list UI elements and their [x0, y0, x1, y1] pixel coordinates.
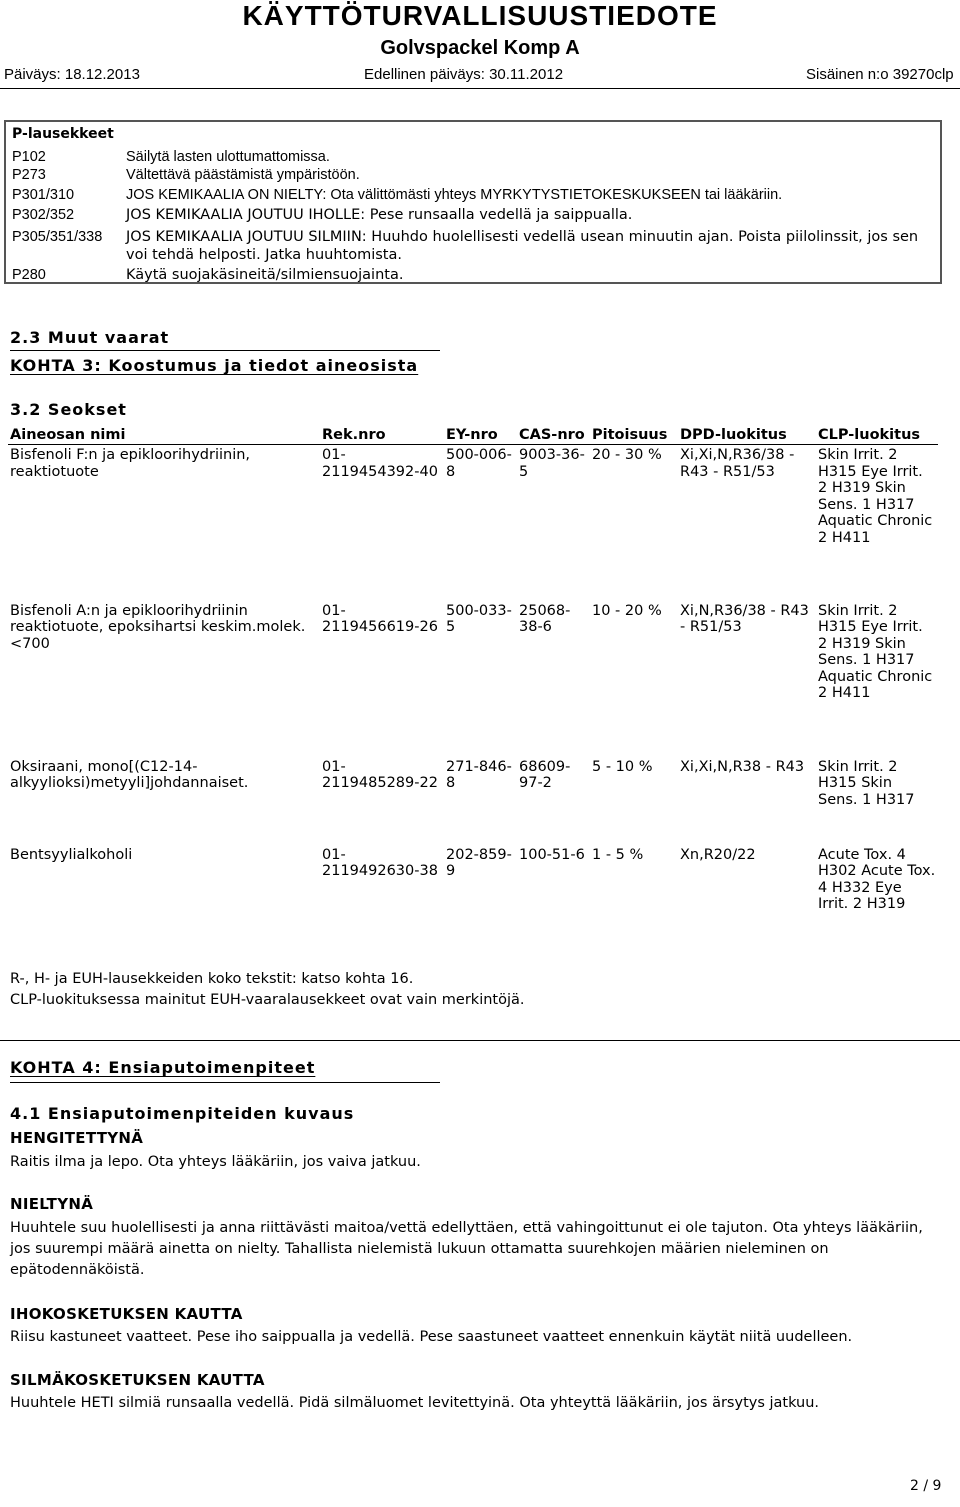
cell-conc: 1 - 5 % — [592, 846, 644, 863]
section-divider — [10, 1082, 440, 1083]
cell-name: Bentsyylialkoholi — [10, 846, 133, 863]
p-code: P302/352 — [12, 207, 75, 223]
cell-cas: 68609-97-2 — [519, 758, 571, 791]
cell-clp: Skin Irrit. 2 H315 Skin Sens. 1 H317 — [818, 758, 915, 808]
cell-rek: 01-2119456619-26 — [322, 602, 438, 635]
table-row — [8, 601, 938, 757]
header-divider — [0, 88, 960, 89]
header-dates — [0, 64, 960, 88]
section-3-title: KOHTA 3: Koostumus ja tiedot aineosista — [10, 356, 419, 375]
section-4-title: KOHTA 4: Ensiaputoimenpiteet — [10, 1058, 316, 1077]
cell-name: Bisfenoli F:n ja epikloorihydriinin, reaktiotuote — [10, 447, 251, 480]
cell-name: Oksiraani, mono[(C12-14-alkyylioksi)metyyli]johdannaiset. — [10, 758, 249, 791]
ingestion-heading: NIELTYNÄ — [10, 1195, 94, 1213]
cell-clp: Skin Irrit. 2 H315 Eye Irrit. 2 H319 Skin Sens. 1 H317 Aquatic Chronic 2 H411 — [818, 602, 933, 701]
p-code: P305/351/338 — [12, 229, 103, 245]
section-divider — [0, 1040, 960, 1041]
cell-conc: 20 - 30 % — [592, 447, 662, 463]
note-euh: CLP-luokituksessa mainitut EUH-vaaralausekkeet ovat vain merkintöjä. — [10, 992, 525, 1008]
column-header: EY-nro — [444, 426, 517, 445]
previous-date: Edellinen päiväys: 30.11.2012 — [364, 66, 564, 83]
skin-contact-text: Riisu kastuneet vaatteet. Pese iho saippualla ja vedellä. Pese saastuneet vaatteet ennenkuin käytät niitä uudelleen. — [10, 1329, 853, 1345]
cell-rek: 01-2119485289-22 — [322, 758, 438, 791]
p-statements-heading: P-lausekkeet — [12, 126, 114, 142]
cell-clp: Skin Irrit. 2 H315 Eye Irrit. 2 H319 Skin Sens. 1 H317 Aquatic Chronic 2 H411 — [818, 447, 933, 546]
p-code: P273 — [12, 167, 46, 183]
cell-clp: Acute Tox. 4 H302 Acute Tox. 4 H332 Eye Irrit. 2 H319 — [818, 846, 936, 912]
cell-conc: 10 - 20 % — [592, 602, 662, 619]
cell-dpd: Xn,R20/22 — [680, 846, 756, 863]
document-title: KÄYTTÖTURVALLISUUSTIEDOTE — [242, 0, 718, 31]
table-header-row — [8, 426, 938, 445]
skin-contact-heading: IHOKOSKETUKSEN KAUTTA — [10, 1305, 243, 1323]
column-header: Rek.nro — [320, 426, 444, 445]
column-header: CLP-luokitus — [816, 426, 938, 445]
p-text: Käytä suojakäsineitä/silmiensuojainta. — [126, 267, 404, 283]
column-header: Aineosan nimi — [8, 426, 320, 445]
cell-cas: 9003-36-5 — [519, 447, 585, 480]
cell-cas: 25068-38-6 — [519, 602, 571, 635]
inhalation-text: Raitis ilma ja lepo. Ota yhteys lääkäriin, jos vaiva jatkuu. — [10, 1154, 421, 1170]
cell-ey: 202-859-9 — [446, 846, 512, 879]
p-code: P301/310 — [12, 187, 75, 203]
table-row — [8, 845, 938, 965]
company-name: Golvspackel Komp A — [380, 37, 580, 59]
cell-ey: 500-006-8 — [446, 447, 512, 480]
column-header: DPD-luokitus — [678, 426, 816, 445]
p-text: Vältettävä päästämistä ympäristöön. — [126, 167, 360, 183]
cell-rek: 01-2119492630-38 — [322, 846, 438, 879]
p-text: JOS KEMIKAALIA JOUTUU SILMIIN: Huuhdo huolellisesti vedellä usean minuutin ajan. Poista piilolinssit, jos sen voi tehdä helposti. Jatka huuhtomista. — [126, 229, 919, 263]
mixtures-table — [8, 426, 938, 965]
cell-ey: 500-033-5 — [446, 602, 512, 635]
table-row — [8, 757, 938, 845]
p-code: P280 — [12, 267, 46, 283]
cell-cas: 100-51-6 — [519, 846, 585, 863]
p-text: JOS KEMIKAALIA ON NIELTY: Ota välittömästi yhteys MYRKYTYSTIETOKESKUKSEEN tai lääkäriin. — [126, 187, 783, 203]
column-header: Pitoisuus — [590, 426, 678, 445]
note-full-texts: R-, H- ja EUH-lausekkeiden koko tekstit: katso kohta 16. — [10, 971, 414, 987]
section-4-1-title: 4.1 Ensiaputoimenpiteiden kuvaus — [10, 1104, 355, 1123]
cell-conc: 5 - 10 % — [592, 758, 653, 775]
eye-contact-text: Huuhtele HETI silmiä runsaalla vedellä. Pidä silmäluomet levitettyinä. Ota yhteyttä lääkäriin, jos ärsytys jatkuu. — [10, 1395, 820, 1411]
eye-contact-heading: SILMÄKOSKETUKSEN KAUTTA — [10, 1371, 265, 1389]
table-row — [8, 445, 938, 601]
p-text: Säilytä lasten ulottumattomissa. — [126, 149, 330, 165]
page-number: 2 / 9 — [910, 1478, 942, 1494]
date: Päiväys: 18.12.2013 — [4, 66, 140, 83]
column-header: CAS-nro — [517, 426, 590, 445]
p-statements-box — [4, 120, 942, 284]
cell-dpd: Xi,Xi,N,R38 - R43 — [680, 758, 805, 775]
cell-dpd: Xi,N,R36/38 - R43 - R51/53 — [680, 602, 809, 635]
section-3-2-title: 3.2 Seokset — [10, 400, 127, 419]
cell-dpd: Xi,Xi,N,R36/38 - R43 - R51/53 — [680, 447, 795, 480]
inhalation-heading: HENGITETTYNÄ — [10, 1129, 144, 1147]
section-divider — [10, 350, 440, 351]
cell-rek: 01-2119454392-40 — [322, 447, 438, 480]
section-2-3-title: 2.3 Muut vaarat — [10, 328, 170, 347]
cell-ey: 271-846-8 — [446, 758, 512, 791]
ingestion-text: Huuhtele suu huolellisesti ja anna riittävästi maitoa/vettä edellyttäen, että vahingoittunut ei ole tajuton. Ota yhteys lääkäriin, jos suurempi määrä ainetta on nielty. Tahallista nielemistä lukuun ottamatta suurehkojen määrien nieleminen on epätodennäköistä. — [10, 1220, 923, 1278]
p-code: P102 — [12, 149, 46, 165]
cell-name: Bisfenoli A:n ja epikloorihydriinin reaktiotuote, epoksihartsi keskim.molek.<700 — [10, 602, 306, 652]
p-text: JOS KEMIKAALIA JOUTUU IHOLLE: Pese runsaalla vedellä ja saippualla. — [126, 207, 633, 223]
internal-number: Sisäinen n:o 39270clp — [806, 66, 954, 83]
